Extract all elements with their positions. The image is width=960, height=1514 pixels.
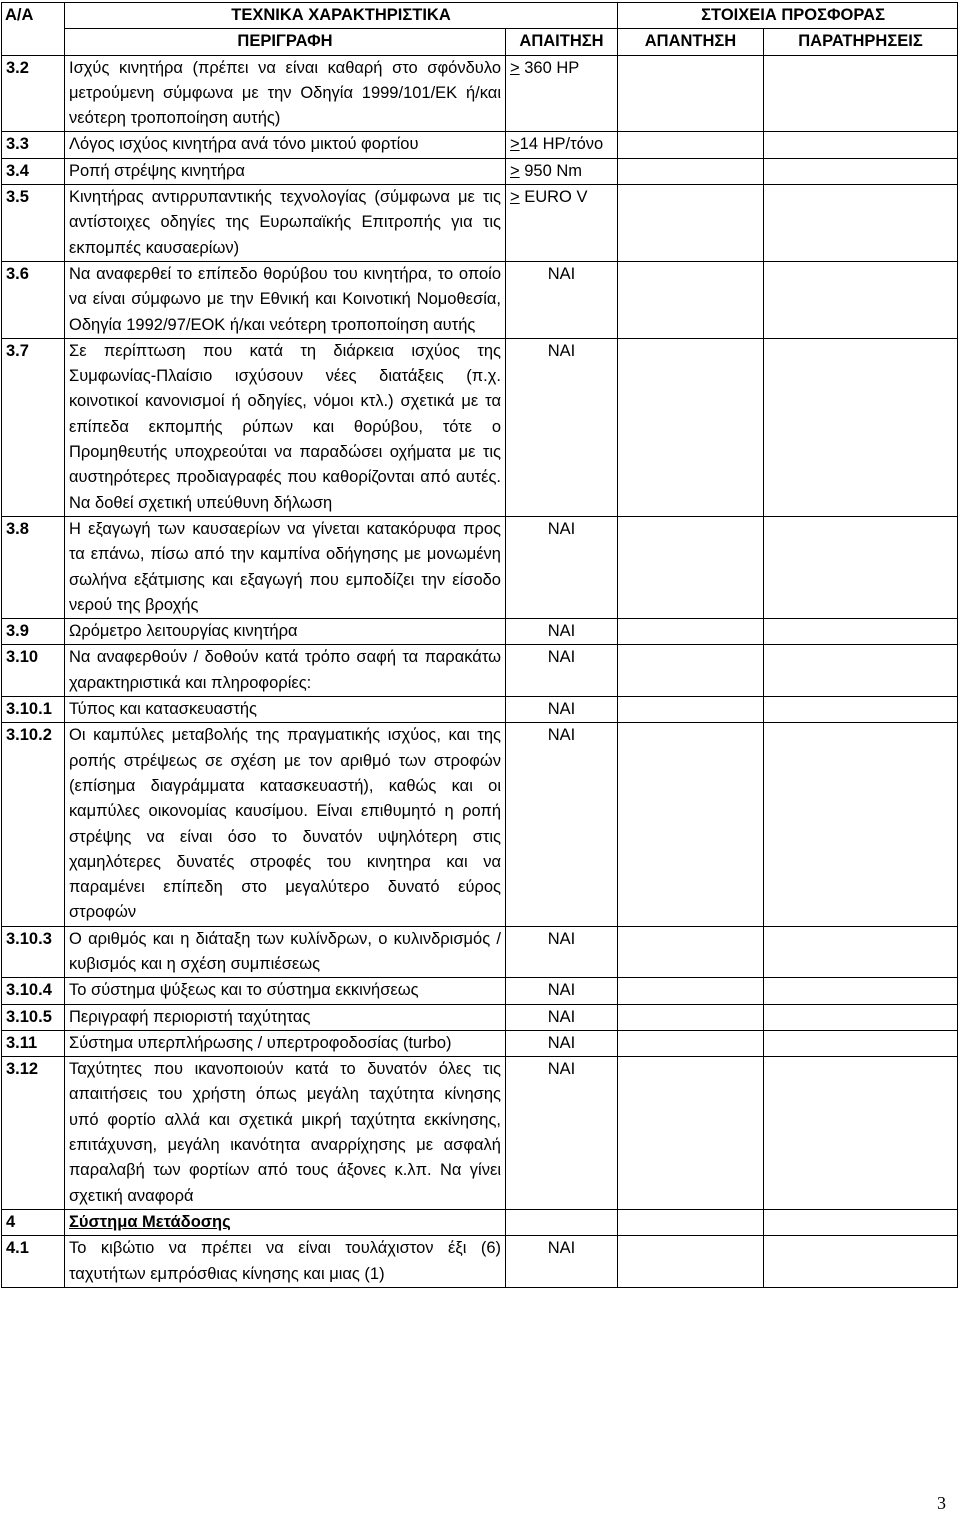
row-requirement [506,516,618,618]
row-notes-cell[interactable] [764,55,958,132]
row-description [65,338,506,516]
row-answer-cell[interactable] [618,1209,764,1235]
row-requirement [506,1236,618,1288]
table-row [2,1236,958,1288]
row-notes-cell[interactable] [764,645,958,697]
row-requirement [506,338,618,516]
row-id: 3.5 [2,185,65,262]
row-id: 3.10.5 [2,1004,65,1030]
row-requirement-text: ΝΑΙ [547,519,576,538]
row-requirement-text: > 360 HP [510,58,580,77]
row-answer-cell[interactable] [618,697,764,723]
row-answer-cell[interactable] [618,723,764,926]
row-answer-cell[interactable] [618,1236,764,1288]
table-row [2,645,958,697]
row-notes-cell[interactable] [764,185,958,262]
row-notes-cell[interactable] [764,978,958,1004]
row-notes-cell[interactable] [764,516,958,618]
row-description-text: Ο αριθμός και η διάταξη των κυλίνδρων, ο κυλινδρισμός / κυβισμός και η σχέση συμπιέσεως [69,929,501,973]
row-notes-cell[interactable] [764,132,958,158]
technical-specs-table [1,2,958,1288]
table-row [2,619,958,645]
row-answer-cell[interactable] [618,619,764,645]
row-requirement-text: ΝΑΙ [547,1239,576,1258]
row-description-text: Το κιβώτιο να πρέπει να είναι τουλάχιστον έξι (6) ταχυτήτων εμπρόσθιας κίνησης και μιας (1) [69,1239,501,1283]
row-description [65,1209,506,1235]
row-description-text: Να αναφερθούν / δοθούν κατά τρόπο σαφή τα παρακάτω χαρακτηριστικά και πληροφορίες: [69,648,501,692]
row-description [65,926,506,978]
row-notes-cell[interactable] [764,261,958,338]
row-description [65,1057,506,1210]
row-requirement [506,697,618,723]
row-id: 3.10.1 [2,697,65,723]
table-header [2,3,958,56]
row-requirement-text: ΝΑΙ [547,648,576,667]
row-requirement-text: ΝΑΙ [547,700,576,719]
row-notes-cell[interactable] [764,1209,958,1235]
table-row [2,516,958,618]
row-answer-cell[interactable] [618,926,764,978]
table-row [2,338,958,516]
row-description-text: Κινητήρας αντιρρυπαντικής τεχνολογίας (σύμφωνα με τις αντίστοιχες οδηγίες της Ευρωπαϊκής Επιτροπής για τις εκπομπές καυσαερίων) [69,188,501,257]
row-notes-cell[interactable] [764,619,958,645]
row-description [65,978,506,1004]
row-requirement [506,55,618,132]
row-description-text: Να αναφερθεί το επίπεδο θορύβου του κινητήρα, το οποίο να είναι σύμφωνο με την Εθνική και Κοινοτική Νομοθεσία, Οδηγία 1992/97/ΕΟΚ ή/και νεότερη τροποποίηση αυτής [69,264,501,334]
row-requirement-text: ΝΑΙ [547,981,576,1000]
row-id: 3.10 [2,645,65,697]
row-description-text: Τύπος και κατασκευαστής [69,700,257,719]
table-row [2,185,958,262]
row-answer-cell[interactable] [618,516,764,618]
row-id: 3.8 [2,516,65,618]
row-requirement [506,1057,618,1210]
table-row [2,697,958,723]
row-id: 4.1 [2,1236,65,1288]
row-requirement [506,619,618,645]
row-notes-cell[interactable] [764,1004,958,1030]
row-description-text: Η εξαγωγή των καυσαερίων να γίνεται κατακόρυφα προς τα επάνω, πίσω από την καμπίνα οδήγησης με μονωμένη σωλήνα εξάτμισης και εξαγωγή που εμποδίζει την είσοδο νερού της βροχής [69,519,501,614]
row-requirement [506,645,618,697]
row-description [65,645,506,697]
table-row [2,926,958,978]
row-requirement [506,1004,618,1030]
row-description [65,185,506,262]
row-id: 3.12 [2,1057,65,1210]
header-id: Α/Α [2,3,65,56]
row-requirement-text: ΝΑΙ [547,264,576,283]
row-requirement-text: ΝΑΙ [547,1060,576,1079]
row-requirement [506,723,618,926]
row-id: 3.6 [2,261,65,338]
row-requirement [506,158,618,184]
row-description [65,1030,506,1056]
table-row [2,261,958,338]
table-row [2,1057,958,1210]
header-req: ΑΠΑΙΤΗΣΗ [506,29,618,55]
row-id: 3.9 [2,619,65,645]
row-notes-cell[interactable] [764,926,958,978]
row-answer-cell[interactable] [618,132,764,158]
header-tech: ΤΕΧΝΙΚΑ ΧΑΡΑΚΤΗΡΙΣΤΙΚΑ [65,3,618,29]
row-description [65,158,506,184]
header-desc: ΠΕΡΙΓΡΑΦΗ [65,29,506,55]
row-description-text: Σύστημα υπερπλήρωσης / υπερτροφοδοσίας (turbo) [69,1033,452,1052]
row-description-text: Λόγος ισχύος κινητήρα ανά τόνο μικτού φορτίου [69,135,419,154]
row-description-text: Το σύστημα ψύξεως και το σύστημα εκκινήσεως [69,981,419,1000]
row-id: 3.2 [2,55,65,132]
table-row [2,158,958,184]
header-notes: ΠΑΡΑΤΗΡΗΣΕΙΣ [764,29,958,55]
row-description [65,619,506,645]
row-requirement-text: ΝΑΙ [547,1007,576,1026]
row-description-text: Ταχύτητες που ικανοποιούν κατά το δυνατόν όλες τις απαιτήσεις του χρήστη όπως μεγάλη ταχύτητα κίνησης υπό φορτίο αλλά και σχετικά μικρή ταχύτητα εκκίνησης, επιτάχυνση, μεγάλη ικανότητα αναρρίχησης με ασφαλή παραλαβή των φορτίων από τους άξονες κ.λπ. Να γίνει σχετική αναφορά [69,1060,501,1205]
row-id: 3.11 [2,1030,65,1056]
page-number: 3 [937,1493,946,1513]
row-id: 3.7 [2,338,65,516]
row-description-text: Περιγραφή περιοριστή ταχύτητας [69,1007,311,1026]
row-description [65,1236,506,1288]
row-answer-cell[interactable] [618,1057,764,1210]
table-row [2,978,958,1004]
row-requirement-text: >14 HP/τόνο [510,135,604,154]
header-offer: ΣΤΟΙΧΕΙΑ ΠΡΟΣΦΟΡΑΣ [618,3,958,29]
section-row [2,1209,958,1235]
row-notes-cell[interactable] [764,338,958,516]
row-requirement-text: ΝΑΙ [547,622,576,641]
row-description [65,261,506,338]
row-requirement [506,1030,618,1056]
row-requirement-text: ΝΑΙ [547,726,576,745]
row-id: 4 [2,1209,65,1235]
row-answer-cell[interactable] [618,55,764,132]
row-answer-cell[interactable] [618,978,764,1004]
row-answer-cell[interactable] [618,1004,764,1030]
row-answer-cell[interactable] [618,158,764,184]
row-requirement-text: > EURO V [510,188,588,207]
row-answer-cell[interactable] [618,185,764,262]
row-requirement [506,261,618,338]
row-id: 3.10.4 [2,978,65,1004]
table-row [2,132,958,158]
row-requirement [506,185,618,262]
row-description-text: Σύστημα Μετάδοσης [69,1212,231,1231]
row-notes-cell[interactable] [764,697,958,723]
row-description [65,132,506,158]
row-requirement [506,926,618,978]
row-description-text: Ισχύς κινητήρα (πρέπει να είναι καθαρή στο σφόνδυλο μετρούμενη σύμφωνα με την Οδηγία 1999/101/ΕΚ ή/και νεότερη τροποποίηση αυτής) [69,58,501,128]
row-description [65,1004,506,1030]
row-requirement [506,1209,618,1235]
row-description-text: Ωρόμετρο λειτουργίας κινητήρα [69,622,298,641]
row-description [65,55,506,132]
row-requirement-text: ΝΑΙ [547,1033,576,1052]
row-answer-cell[interactable] [618,1030,764,1056]
row-description-text: Οι καμπύλες μεταβολής της πραγματικής ισχύος, και της ροπής στρέψεως σε σχέση με τον αριθμό των στροφών (επίσημα διαγράμματα κατασκευαστή), καθώς και οι καμπύλες οικονομίας καυσίμου. Είναι επιθυμητό η ροπή στρέψης να είναι όσο το δυνατόν υψηλότερη στις χαμηλότερες δυνατές στροφές του κινητηρα και να παραμένει επίπεδη στο μεγαλύτερο δυνατό εύρος στροφών [69,726,501,922]
row-answer-cell[interactable] [618,338,764,516]
row-requirement-text: ΝΑΙ [547,929,576,948]
row-answer-cell[interactable] [618,261,764,338]
row-requirement-text: ΝΑΙ [547,341,576,360]
table-row [2,723,958,926]
row-notes-cell[interactable] [764,723,958,926]
row-requirement-text: > 950 Nm [510,161,582,180]
table-row [2,55,958,132]
row-description-text: Σε περίπτωση που κατά τη διάρκεια ισχύος της Συμφωνίας-Πλαίσιο ισχύσουν νέες διατάξεις (π.χ. κοινοτικοί κανονισμοί ή οδηγίες, νόμοι κτλ.) σχετικά με τα επίπεδα εκπομπής ρύπων και θορύβου, τότε ο Προμηθευτής υποχρεούται να παραδώσει οχήματα με τις αυστηρότερες προδιαγραφές που καθορίζονται από αυτές. Να δοθεί σχετική υπεύθυνη δήλωση [69,341,501,512]
row-id: 3.10.3 [2,926,65,978]
row-notes-cell[interactable] [764,1030,958,1056]
row-notes-cell[interactable] [764,1236,958,1288]
table-body [2,55,958,1287]
header-ans: ΑΠΑΝΤΗΣΗ [618,29,764,55]
row-id: 3.10.2 [2,723,65,926]
row-description [65,723,506,926]
row-notes-cell[interactable] [764,1057,958,1210]
row-id: 3.3 [2,132,65,158]
row-notes-cell[interactable] [764,158,958,184]
row-requirement [506,132,618,158]
row-description-text: Ροπή στρέψης κινητήρα [69,161,245,180]
row-description [65,697,506,723]
row-id: 3.4 [2,158,65,184]
table-row [2,1030,958,1056]
row-description [65,516,506,618]
row-answer-cell[interactable] [618,645,764,697]
table-row [2,1004,958,1030]
row-requirement [506,978,618,1004]
